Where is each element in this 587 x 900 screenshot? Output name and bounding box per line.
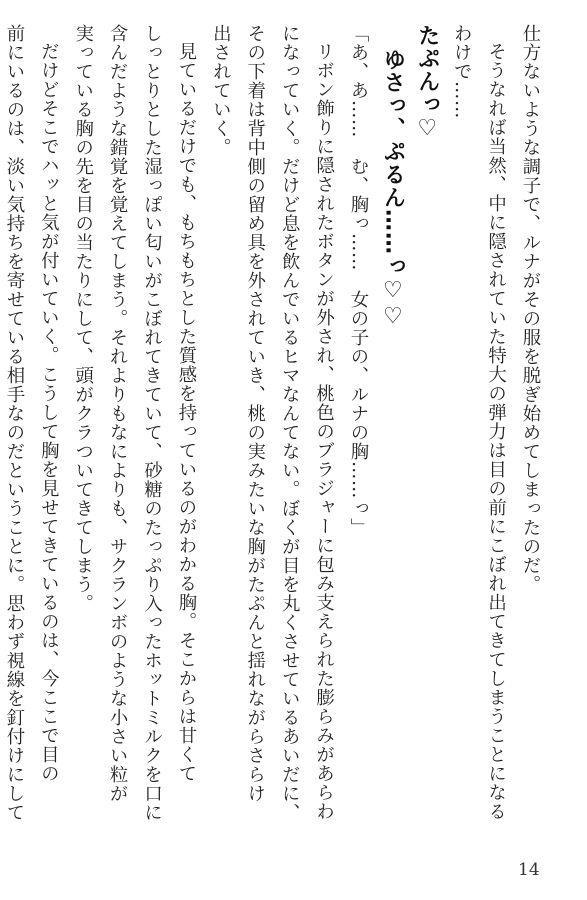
text-line: その下着は背中側の留め具を外されていき、桃の実みたいな胸がたぷんと揺れながらさらけ bbox=[244, 24, 266, 803]
text-line: 見ているだけでも、もちもちとした質感を持っているのがわかる胸。そこからは甘くて bbox=[175, 42, 197, 784]
text-line: だけどそこでハッと気が付いていく。こうして胸を見せてきているのは、今ここで目の bbox=[38, 42, 60, 784]
text-line: 出されていく。 bbox=[210, 24, 232, 157]
sound-effect-line: ゆさっ、ぷるん……っ♡♡ bbox=[380, 48, 406, 330]
text-line: 含んだような錯覚を覚えてしまう。それよりもなによりも、サクランボのような小さい粒が bbox=[107, 24, 129, 803]
dialogue-line: 「あ、あ…… む、胸っ…… 女の子の、ルナの胸……っ」 bbox=[347, 24, 369, 537]
text-line: 前にいるのは、淡い気持ちを寄せている相手なのだということに。思わず視線を釘付けにして bbox=[3, 24, 25, 822]
body-text bbox=[0, 24, 547, 844]
text-line: 仕方ないような調子で、ルナがその服を脱ぎ始めてしまったのだ。 bbox=[520, 24, 541, 594]
text-line: しっとりとした湿っぽい匂いがこぼれてきていて、砂糖のたっぷり入ったホットミルクを口に bbox=[141, 24, 163, 822]
text-line: わけで…… bbox=[451, 24, 473, 119]
sound-effect-line: たぷんっ♡ bbox=[414, 24, 440, 142]
text-line: 実っている胸の先を目の当たりにして、頭がクラついてきてしまう。 bbox=[72, 24, 94, 613]
page-number: 14 bbox=[518, 860, 540, 880]
text-line: リボン飾りに隠されたボタンが外され、桃色のブラジャーに包み支えられた膨らみがあらわ bbox=[313, 42, 335, 822]
text-line: そうなれば当然、中に隠されていた特大の弾力は目の前にこぼれ出てきてしまうことになる bbox=[485, 42, 507, 822]
text-line: になっていく。だけど息を飲んでいるヒマなんてない。ぼくが目を丸くさせているあいだに、 bbox=[279, 24, 301, 822]
